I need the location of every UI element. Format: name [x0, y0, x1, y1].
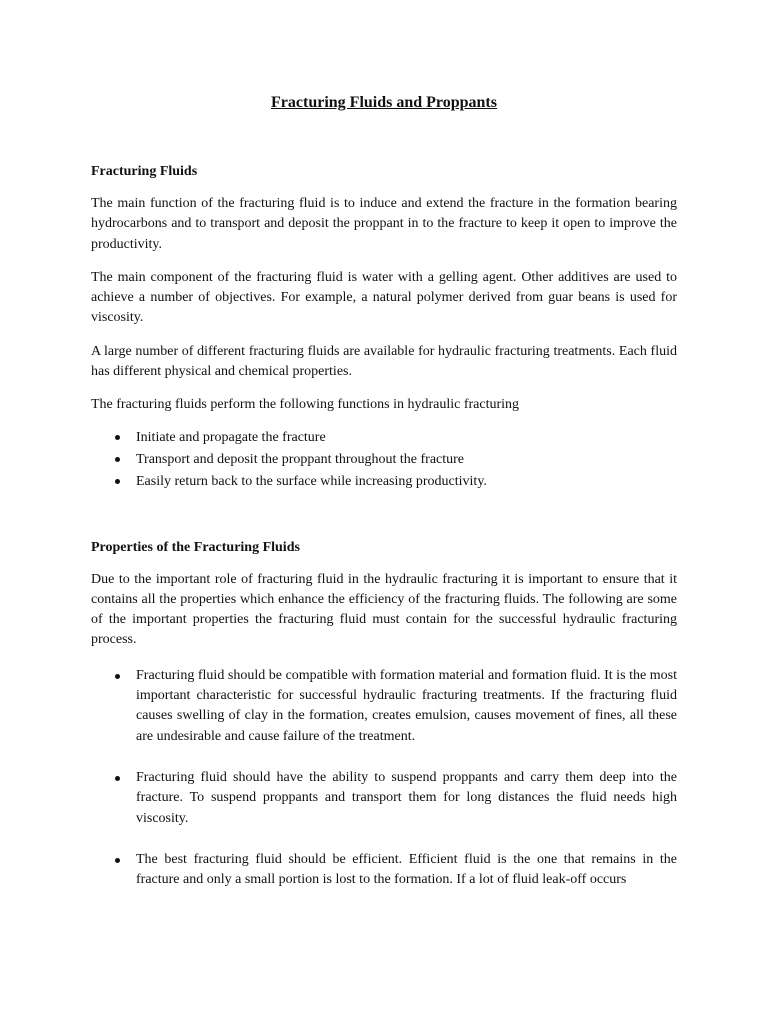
list-item: Fracturing fluid should have the ability to suspend proppants and carry them deep into the fracture. To suspend proppants and transport them for long distances the fluid needs high viscosity.: [91, 768, 677, 829]
list-item: The best fracturing fluid should be efficient. Efficient fluid is the one that remains in the fracture and only a small portion is lost to the formation. If a lot of fluid leak-off occurs: [91, 850, 677, 891]
list-item: Initiate and propagate the fracture: [91, 427, 677, 449]
document-title: Fracturing Fluids and Proppants: [271, 94, 497, 111]
section-heading-fracturing-fluids: Fracturing Fluids: [91, 164, 198, 179]
functions-list: [91, 427, 677, 494]
properties-list: [91, 666, 677, 891]
paragraph: A large number of different fracturing fluids are available for hydraulic fracturing treatments. Each fluid has different physical and chemical properties.: [91, 343, 677, 380]
list-item: Easily return back to the surface while increasing productivity.: [91, 471, 677, 493]
list-item: Fracturing fluid should be compatible with formation material and formation fluid. It is the most important characteristic for successful hydraulic fracturing treatments. If the fracturing fluid causes swelling of clay in the formation, creates emulsion, causes movement of fines, all these are undesirable and cause failure of the treatment.: [91, 666, 677, 747]
paragraph: The main function of the fracturing fluid is to induce and extend the fracture in the formation bearing hydrocarbons and to transport and deposit the proppant in to the fracture to keep it open to improve the productivity.: [91, 196, 677, 252]
section-heading-properties: Properties of the Fracturing Fluids: [91, 539, 300, 555]
paragraph: The main component of the fracturing fluid is water with a gelling agent. Other additives are used to achieve a number of objectives. For example, a natural polymer derived from guar beans is used for viscosity.: [91, 269, 677, 326]
paragraph: The fracturing fluids perform the following functions in hydraulic fracturing: [91, 397, 520, 413]
list-item: Transport and deposit the proppant throughout the fracture: [91, 449, 677, 471]
paragraph: Due to the important role of fracturing fluid in the hydraulic fracturing it is important to ensure that it contains all the properties which enhance the efficiency of the fracturing fluids. The following are some of the important properties the fracturing fluid must contain for the successful hydraulic fracturing process.: [91, 571, 677, 648]
document-body: [91, 162, 677, 911]
